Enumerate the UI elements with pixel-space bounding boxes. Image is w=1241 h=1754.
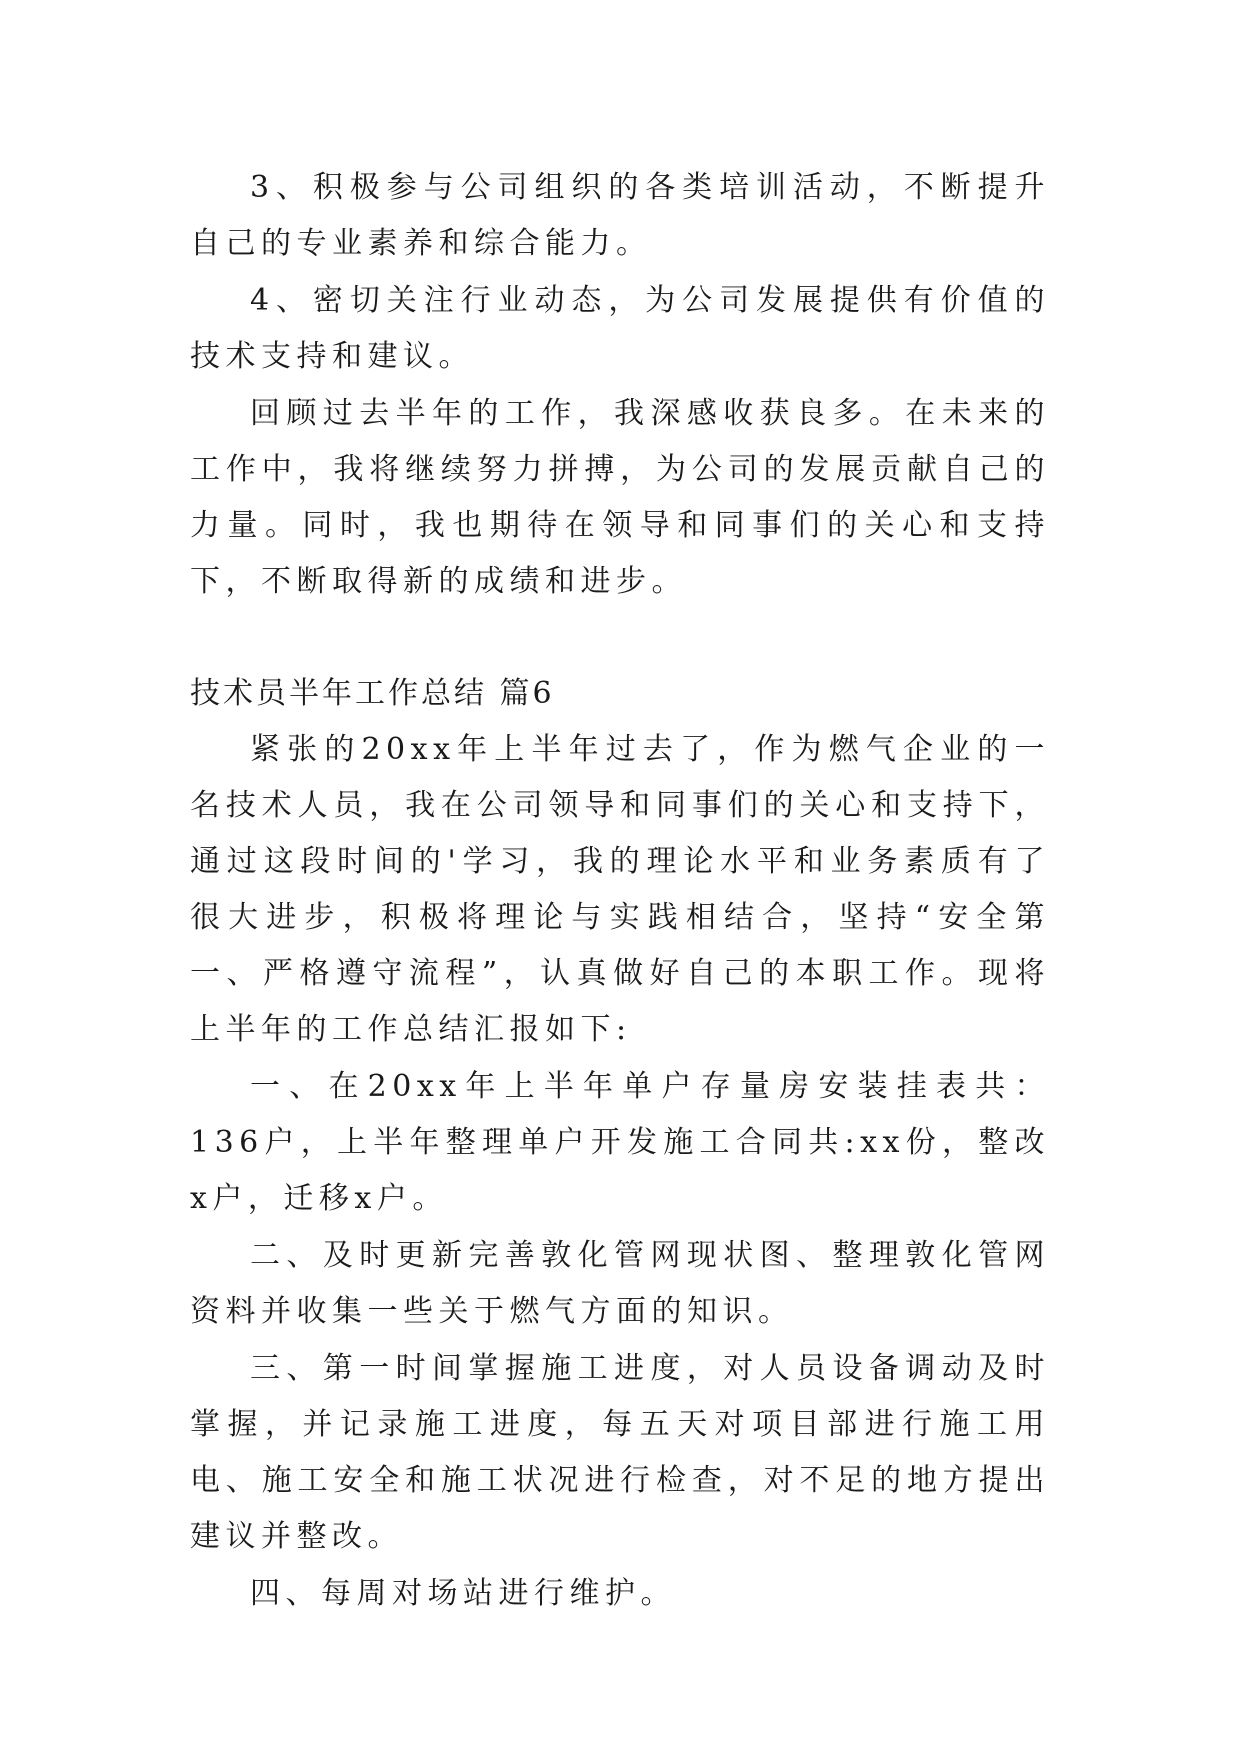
paragraph-training: 3、积极参与公司组织的各类培训活动，不断提升自己的专业素养和综合能力。 — [190, 170, 1050, 261]
paragraph-item-2: 二、及时更新完善敦化管网现状图、整理敦化管网资料并收集一些关于燃气方面的知识。 — [190, 1238, 1050, 1329]
document-body — [190, 160, 1050, 1622]
paragraph-review: 回顾过去半年的工作，我深感收获良多。在未来的工作中，我将继续努力拼搏，为公司的发展贡献自己的力量。同时，我也期待在领导和同事们的关心和支持下，不断取得新的成绩和进步。 — [190, 396, 1050, 599]
paragraph-intro: 紧张的20xx年上半年过去了，作为燃气企业的一名技术人员，我在公司领导和同事们的关心和支持下，通过这段时间的'学习，我的理论水平和业务素质有了很大进步，积极将理论与实践相结合，坚持“安全第一、严格遵守流程”，认真做好自己的本职工作。现将上半年的工作总结汇报如下: — [190, 732, 1050, 1047]
paragraph-industry: 4、密切关注行业动态，为公司发展提供有价值的技术支持和建议。 — [190, 283, 1050, 374]
paragraph-item-3: 三、第一时间掌握施工进度，对人员设备调动及时掌握，并记录施工进度，每五天对项目部进行施工用电、施工安全和施工状况进行检查，对不足的地方提出建议并整改。 — [190, 1351, 1050, 1554]
section-heading: 技术员半年工作总结 篇6 — [190, 676, 555, 711]
paragraph-item-1: 一、在20xx年上半年单户存量房安装挂表共：136户，上半年整理单户开发施工合同共:xx份，整改x户，迁移x户。 — [190, 1069, 1050, 1216]
paragraph-item-4: 四、每周对场站进行维护。 — [250, 1576, 676, 1611]
